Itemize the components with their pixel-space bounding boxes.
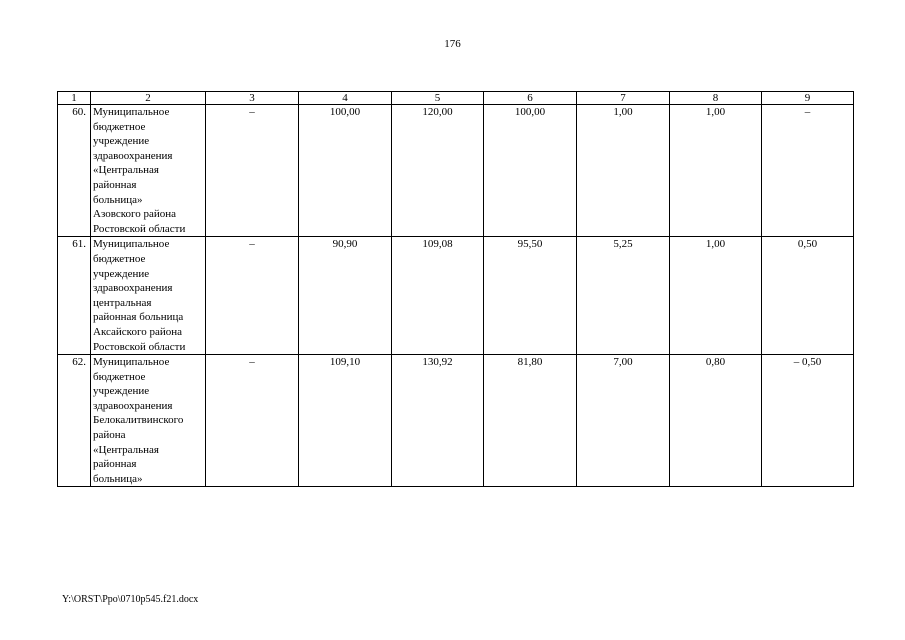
column-header: 4 bbox=[299, 92, 392, 105]
document-file-path: Y:\ORST\Ppo\0710p545.f21.docx bbox=[62, 594, 199, 605]
column-header: 6 bbox=[484, 92, 577, 105]
row-number: 62. bbox=[58, 355, 91, 487]
column-header: 2 bbox=[91, 92, 206, 105]
table-cell: 1,00 bbox=[577, 105, 670, 237]
table-cell: 109,10 bbox=[299, 355, 392, 487]
data-table bbox=[57, 91, 854, 487]
table-cell: 100,00 bbox=[484, 105, 577, 237]
page-number: 176 bbox=[444, 38, 461, 50]
column-header: 1 bbox=[58, 92, 91, 105]
institution-name: Муниципальное бюджетное учреждение здравоохранения «Центральная районная больница» Азовского района Ростовской области bbox=[91, 105, 206, 237]
table-cell: – bbox=[206, 237, 299, 355]
table-cell: – bbox=[206, 105, 299, 237]
row-number: 60. bbox=[58, 105, 91, 237]
table-cell: 130,92 bbox=[392, 355, 484, 487]
table-cell: 1,00 bbox=[670, 105, 762, 237]
row-number: 61. bbox=[58, 237, 91, 355]
table-cell: 7,00 bbox=[577, 355, 670, 487]
table-cell: 0,80 bbox=[670, 355, 762, 487]
table-cell: 81,80 bbox=[484, 355, 577, 487]
table-cell: 109,08 bbox=[392, 237, 484, 355]
table-cell: 100,00 bbox=[299, 105, 392, 237]
institution-name: Муниципальное бюджетное учреждение здравоохранения Белокалитвинского района «Центральная районная больница» bbox=[91, 355, 206, 487]
table-cell: 1,00 bbox=[670, 237, 762, 355]
column-header: 8 bbox=[670, 92, 762, 105]
column-header: 5 bbox=[392, 92, 484, 105]
institution-name: Муниципальное бюджетное учреждение здравоохранения центральная районная больница Аксайского района Ростовской области bbox=[91, 237, 206, 355]
column-header: 3 bbox=[206, 92, 299, 105]
table-cell: 5,25 bbox=[577, 237, 670, 355]
table-row bbox=[58, 355, 854, 487]
table-cell: 0,50 bbox=[762, 237, 854, 355]
column-header: 7 bbox=[577, 92, 670, 105]
table-cell: 95,50 bbox=[484, 237, 577, 355]
table-cell: – 0,50 bbox=[762, 355, 854, 487]
table-cell: – bbox=[762, 105, 854, 237]
column-header: 9 bbox=[762, 92, 854, 105]
table-header-row bbox=[58, 92, 854, 105]
table-row bbox=[58, 105, 854, 237]
table-row bbox=[58, 237, 854, 355]
table-cell: – bbox=[206, 355, 299, 487]
table-cell: 90,90 bbox=[299, 237, 392, 355]
table-cell: 120,00 bbox=[392, 105, 484, 237]
